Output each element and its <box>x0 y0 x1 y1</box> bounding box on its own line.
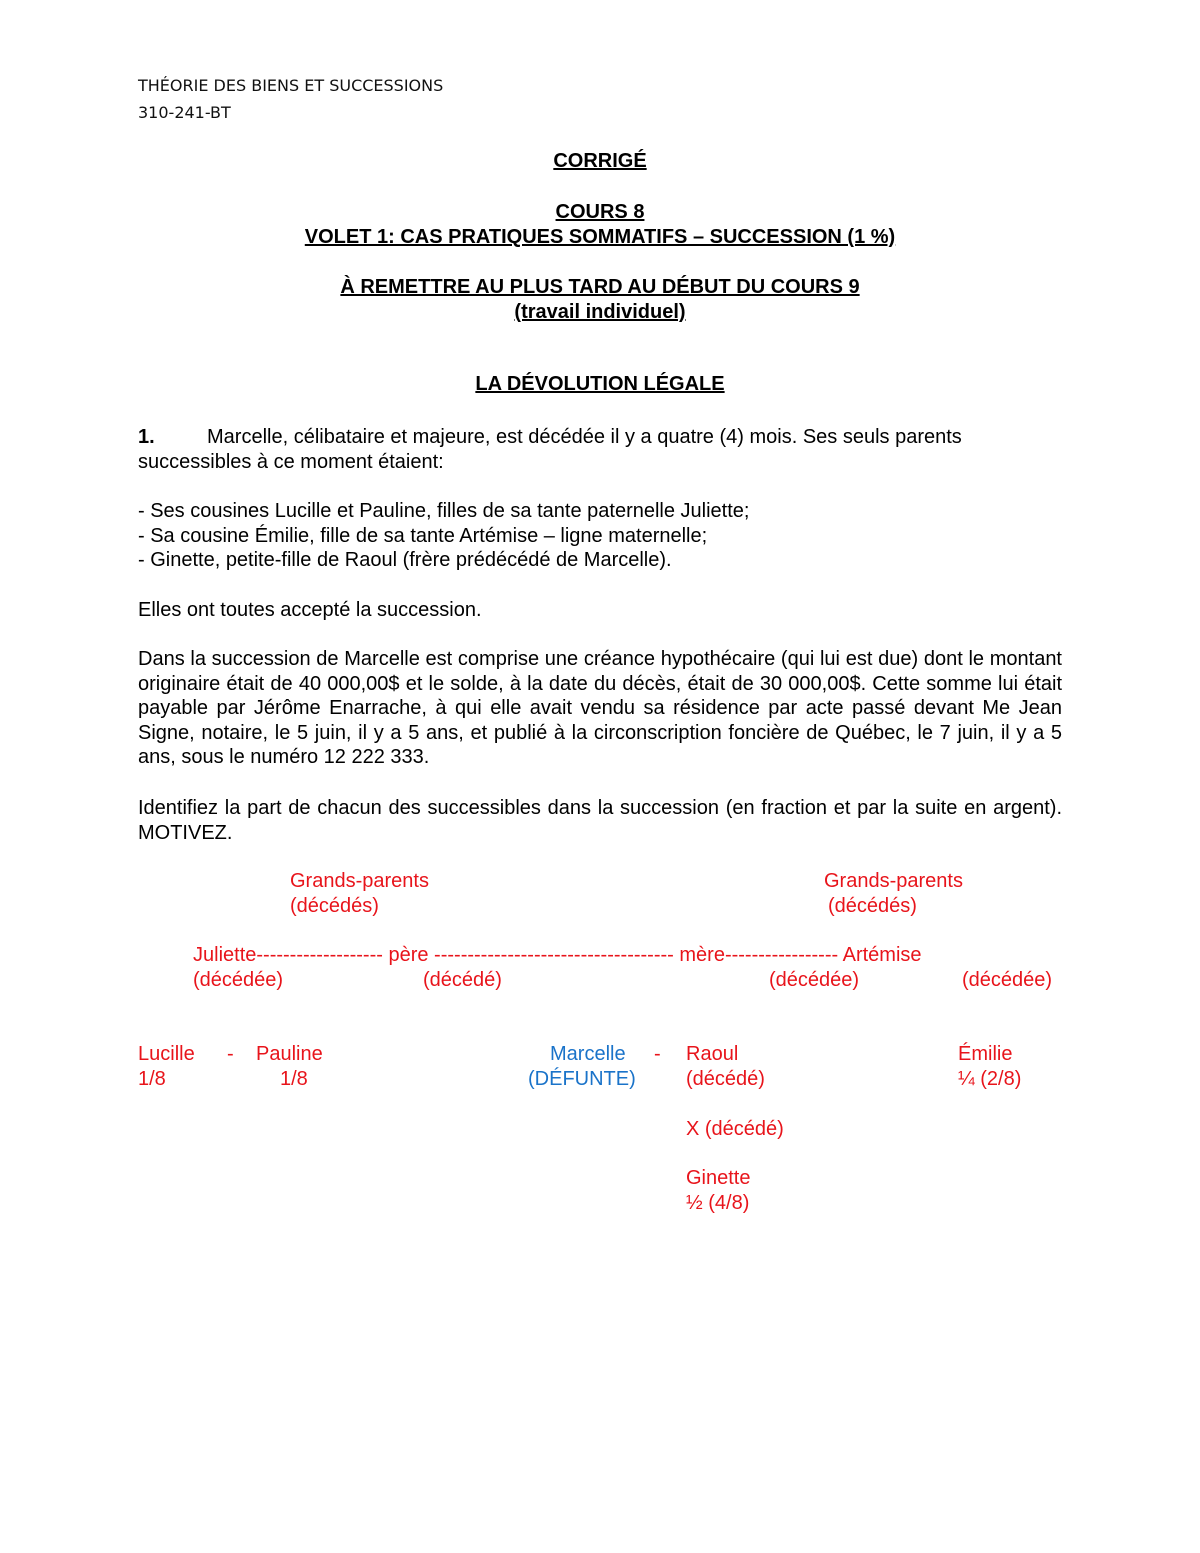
instruction-paragraph: Identifiez la part de chacun des successibles dans la succession (en fraction et par la suite en argent). MOTIVEZ. <box>138 797 1062 844</box>
cours-title: COURS 8 <box>555 201 645 223</box>
travail-subtitle: (travail individuel) <box>514 301 686 323</box>
grandparents-right-status: (décédés) <box>828 895 917 917</box>
question-intro-line2: successibles à ce moment étaient: <box>138 451 444 473</box>
bullet-item: - Ginette, petite-fille de Raoul (frère prédécédé de Marcelle). <box>138 549 672 571</box>
remettre-title: À REMETTRE AU PLUS TARD AU DÉBUT DU COURS 9 <box>340 276 860 298</box>
grandparents-right: Grands-parents <box>824 870 963 892</box>
grandparents-left-status: (décédés) <box>290 895 379 917</box>
raoul-name: Raoul <box>686 1043 739 1065</box>
parents-line: Juliette------------------- père ------------------------------------ mère----------------- Artémise <box>193 944 922 966</box>
pauline-share: 1/8 <box>280 1068 308 1090</box>
creance-paragraph: Dans la succession de Marcelle est comprise une créance hypothécaire (qui lui est due) dont le montant originaire était de 40 000,00$ et le solde, à la date du décès, était de 30 000,00$. Cette somme lui était payable par Jérôme Enarrache, à qui elle avait vendu sa résidence par acte passé devant Me Jean Signe, notaire, le 5 juin, il y a 5 ans, et publié à la circonscription foncière de Québec, le 7 juin, il y a 5 ans, sous le numéro 12 222 333. <box>138 648 1062 768</box>
accepted-text: Elles ont toutes accepté la succession. <box>138 599 482 621</box>
x-descendant: X (décédé) <box>686 1118 784 1140</box>
artemise-status: (décédée) <box>962 969 1053 991</box>
course-title: THÉORIE DES BIENS ET SUCCESSIONS <box>138 76 444 95</box>
section-title: LA DÉVOLUTION LÉGALE <box>475 373 725 395</box>
marcelle-name: Marcelle <box>550 1043 626 1065</box>
lucille-name: Lucille <box>138 1043 195 1065</box>
lucille-share: 1/8 <box>138 1068 166 1090</box>
juliette-status: (décédée) <box>193 969 284 991</box>
marcelle-raoul-dash: - <box>654 1043 661 1065</box>
ginette-share: ½ (4/8) <box>686 1192 750 1214</box>
pauline-name: Pauline <box>256 1043 323 1065</box>
volet-title: VOLET 1: CAS PRATIQUES SOMMATIFS – SUCCESSION (1 %) <box>304 226 896 248</box>
emilie-name: Émilie <box>958 1043 1013 1065</box>
mere-status: (décédée) <box>769 969 860 991</box>
ginette-name: Ginette <box>686 1167 751 1189</box>
grandparents-left: Grands-parents <box>290 870 429 892</box>
pere-status: (décédé) <box>423 969 502 991</box>
bullet-item: - Ses cousines Lucille et Pauline, filles de sa tante paternelle Juliette; <box>138 500 750 522</box>
lucille-pauline-dash: - <box>227 1043 234 1065</box>
course-code: 310-241-BT <box>138 103 231 122</box>
marcelle-status: (DÉFUNTE) <box>528 1068 636 1090</box>
emilie-share: ¼ (2/8) <box>958 1068 1022 1090</box>
question-number: 1. <box>138 426 155 448</box>
corrige-title: CORRIGÉ <box>553 150 647 172</box>
bullet-item: - Sa cousine Émilie, fille de sa tante Artémise – ligne maternelle; <box>138 525 708 547</box>
question-intro-line1: Marcelle, célibataire et majeure, est décédée il y a quatre (4) mois. Ses seuls parents <box>207 426 962 448</box>
raoul-status: (décédé) <box>686 1068 765 1090</box>
